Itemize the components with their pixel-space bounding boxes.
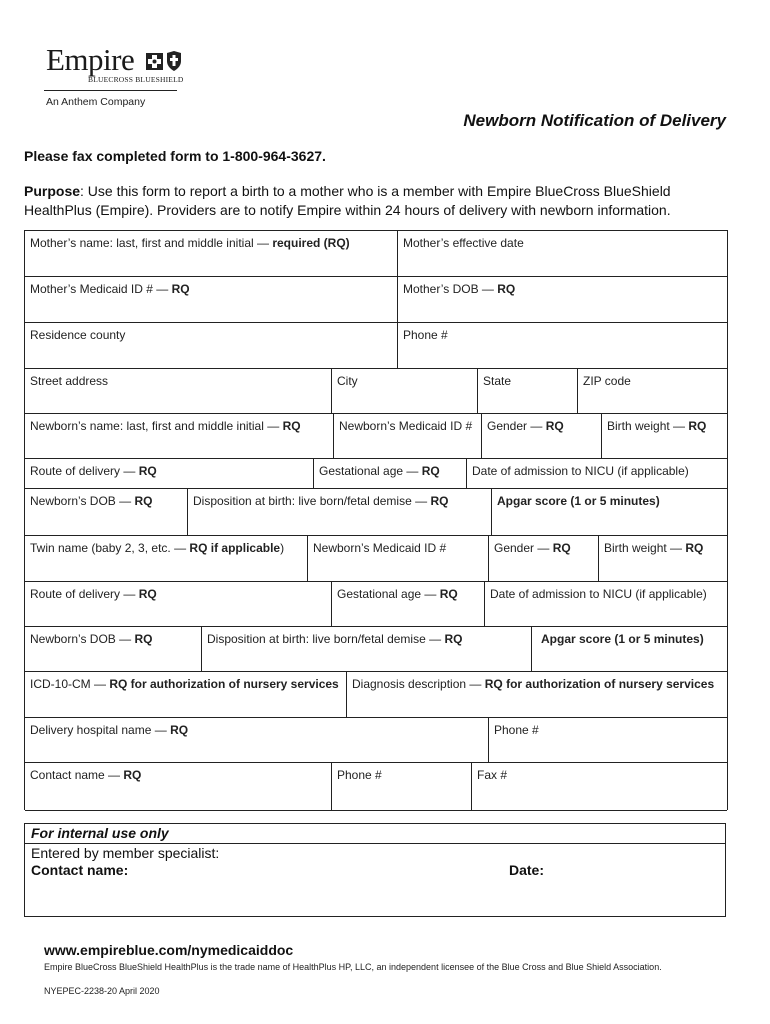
field-label: ZIP code bbox=[583, 374, 631, 388]
field-label: Birth weight — bbox=[604, 541, 686, 555]
field-label: Newborn’s DOB — bbox=[30, 494, 135, 508]
field-label: Newborn’s Medicaid ID # bbox=[313, 541, 447, 555]
required-tag: RQ bbox=[688, 419, 707, 433]
field-phone[interactable] bbox=[397, 323, 727, 369]
field-label: Disposition at birth: live born/fetal demise — bbox=[207, 632, 445, 646]
required-tag: RQ bbox=[134, 632, 153, 646]
required-tag: RQ bbox=[138, 587, 157, 601]
field-route-of-delivery[interactable] bbox=[25, 459, 313, 489]
field-label: Newborn’s Medicaid ID # bbox=[339, 419, 473, 433]
field-city[interactable] bbox=[331, 369, 477, 414]
required-tag: RQ bbox=[439, 587, 458, 601]
purpose-text: : Use this form to report a birth to a mother who is a member with Empire BlueCross BlueShield HealthPlus (Empire). Providers are to notify Empire within 24 hours of delivery with newborn information. bbox=[24, 183, 671, 218]
field-label: City bbox=[337, 374, 358, 388]
required-tag: RQ if applicable bbox=[189, 541, 281, 555]
internal-use-box bbox=[24, 823, 726, 917]
required-tag: RQ bbox=[545, 419, 564, 433]
required-tag: RQ bbox=[138, 464, 157, 478]
required-tag: RQ bbox=[421, 464, 440, 478]
internal-use-title: For internal use only bbox=[31, 825, 169, 841]
field-label: Fax # bbox=[477, 768, 508, 782]
field-mother-name[interactable] bbox=[25, 231, 397, 277]
empire-logo-wordmark: Empire bbox=[46, 42, 135, 77]
internal-contact-name-label: Contact name: bbox=[31, 862, 129, 878]
field-label: Apgar score (1 or 5 minutes) bbox=[541, 632, 704, 646]
footer-form-code: NYEPEC-2238-20 April 2020 bbox=[44, 986, 160, 996]
form-row-residence bbox=[25, 322, 727, 369]
required-tag: required (RQ) bbox=[272, 236, 350, 250]
field-disposition[interactable] bbox=[187, 489, 491, 536]
field-mother-dob[interactable] bbox=[397, 277, 727, 323]
field-label: Twin name (baby 2, 3, etc. — bbox=[30, 541, 190, 555]
form-row-newborn-name bbox=[25, 413, 727, 459]
field-hospital-phone[interactable] bbox=[488, 718, 727, 763]
form-row-hospital bbox=[25, 717, 727, 763]
required-tag: RQ bbox=[282, 419, 301, 433]
field-newborn-dob[interactable] bbox=[25, 489, 187, 536]
footer-url: www.empireblue.com/nymedicaiddoc bbox=[44, 942, 294, 958]
field-label: Disposition at birth: live born/fetal demise — bbox=[193, 494, 431, 508]
required-tag: RQ bbox=[170, 723, 189, 737]
field-twin-medicaid-id[interactable] bbox=[307, 536, 488, 582]
field-label: Newborn’s name: last, first and middle initial — bbox=[30, 419, 283, 433]
required-tag: RQ bbox=[171, 282, 190, 296]
field-label: Residence county bbox=[30, 328, 126, 342]
logo-divider bbox=[44, 90, 177, 91]
logo-subtitle: BLUECROSS BLUESHIELD bbox=[88, 75, 184, 84]
anthem-company-label: An Anthem Company bbox=[46, 96, 146, 108]
field-contact-phone[interactable] bbox=[331, 763, 471, 810]
form-row-route bbox=[25, 458, 727, 489]
fax-instruction: Please fax completed form to 1-800-964-3627. bbox=[24, 148, 326, 164]
form-row-contact bbox=[25, 762, 727, 811]
required-tag: RQ bbox=[685, 541, 704, 555]
field-street-address[interactable] bbox=[25, 369, 331, 414]
field-label: Gender — bbox=[487, 419, 546, 433]
form-row-mother-name bbox=[25, 230, 727, 277]
field-contact-fax[interactable] bbox=[471, 763, 727, 810]
field-mother-medicaid-id[interactable] bbox=[25, 277, 397, 323]
blue-cross-logo-icon bbox=[146, 53, 163, 70]
internal-date-label: Date: bbox=[509, 862, 545, 878]
purpose-paragraph bbox=[24, 182, 734, 220]
field-label: Gestational age — bbox=[319, 464, 422, 478]
footer-legal-text: Empire BlueCross BlueShield HealthPlus is the trade name of HealthPlus HP, LLC, an independent licensee of the Blue Cross and Blue Shield Association. bbox=[44, 962, 662, 972]
field-label: Birth weight — bbox=[607, 419, 689, 433]
form-row-twin bbox=[25, 535, 727, 582]
field-label: Mother’s Medicaid ID # — bbox=[30, 282, 172, 296]
field-twin-nicu-admission[interactable] bbox=[484, 582, 727, 627]
field-twin-disposition[interactable] bbox=[201, 627, 531, 672]
form-row-twin-route bbox=[25, 581, 727, 627]
form-row-icd bbox=[25, 671, 727, 718]
field-twin-gestational-age[interactable] bbox=[331, 582, 484, 627]
field-label: Diagnosis description — bbox=[352, 677, 485, 691]
field-gestational-age[interactable] bbox=[313, 459, 466, 489]
field-twin-birth-weight[interactable] bbox=[598, 536, 727, 582]
newborn-form-table bbox=[24, 230, 728, 810]
field-state[interactable] bbox=[477, 369, 577, 414]
required-tag: RQ for authorization of nursery services bbox=[109, 677, 339, 691]
field-gender[interactable] bbox=[481, 414, 601, 459]
field-label: Street address bbox=[30, 374, 109, 388]
blue-shield-logo-icon bbox=[166, 51, 182, 71]
field-label: Apgar score (1 or 5 minutes) bbox=[497, 494, 660, 508]
field-label: Phone # bbox=[337, 768, 382, 782]
field-label: Delivery hospital name — bbox=[30, 723, 171, 737]
field-label: ICD-10-CM — bbox=[30, 677, 110, 691]
form-title: Newborn Notification of Delivery bbox=[463, 111, 726, 130]
field-diagnosis-description[interactable] bbox=[346, 672, 727, 718]
form-row-address bbox=[25, 368, 727, 414]
field-label: State bbox=[483, 374, 512, 388]
field-zip-code[interactable] bbox=[577, 369, 727, 414]
field-residence-county[interactable] bbox=[25, 323, 397, 369]
required-tag: RQ bbox=[430, 494, 449, 508]
field-label: Mother’s DOB — bbox=[403, 282, 498, 296]
field-twin-name[interactable] bbox=[25, 536, 307, 582]
field-label: Date of admission to NICU (if applicable) bbox=[472, 464, 689, 478]
required-tag: RQ bbox=[123, 768, 142, 782]
field-delivery-hospital[interactable] bbox=[25, 718, 488, 763]
field-label-close: ) bbox=[280, 541, 285, 555]
required-tag: RQ for authorization of nursery services bbox=[484, 677, 715, 691]
entered-by-label: Entered by member specialist: bbox=[31, 845, 220, 861]
required-tag: RQ bbox=[497, 282, 516, 296]
field-birth-weight[interactable] bbox=[601, 414, 727, 459]
field-twin-dob[interactable] bbox=[25, 627, 201, 672]
purpose-label: Purpose bbox=[24, 183, 81, 199]
required-tag: RQ bbox=[444, 632, 463, 646]
field-icd-10-cm[interactable] bbox=[25, 672, 346, 718]
form-row-twin-dob bbox=[25, 626, 727, 672]
field-label: Newborn’s DOB — bbox=[30, 632, 135, 646]
field-newborn-name[interactable] bbox=[25, 414, 333, 459]
field-nicu-admission[interactable] bbox=[466, 459, 727, 489]
form-row-newborn-dob bbox=[25, 488, 727, 536]
field-twin-apgar-score[interactable] bbox=[531, 627, 727, 672]
field-newborn-medicaid-id[interactable] bbox=[333, 414, 481, 459]
field-contact-name[interactable] bbox=[25, 763, 331, 810]
field-label: Gestational age — bbox=[337, 587, 440, 601]
field-label: Mother’s effective date bbox=[403, 236, 524, 250]
required-tag: RQ bbox=[134, 494, 153, 508]
field-label: Phone # bbox=[494, 723, 539, 737]
field-apgar-score[interactable] bbox=[491, 489, 727, 536]
field-twin-route-of-delivery[interactable] bbox=[25, 582, 331, 627]
field-mother-effective-date[interactable] bbox=[397, 231, 727, 277]
field-label: Date of admission to NICU (if applicable) bbox=[490, 587, 707, 601]
required-tag: RQ bbox=[552, 541, 571, 555]
field-twin-gender[interactable] bbox=[488, 536, 598, 582]
field-label: Gender — bbox=[494, 541, 553, 555]
field-label: Contact name — bbox=[30, 768, 124, 782]
form-row-mother-medicaid bbox=[25, 276, 727, 323]
field-label: Phone # bbox=[403, 328, 448, 342]
field-label: Route of delivery — bbox=[30, 464, 139, 478]
field-label: Mother’s name: last, first and middle initial — bbox=[30, 236, 273, 250]
field-label: Route of delivery — bbox=[30, 587, 139, 601]
